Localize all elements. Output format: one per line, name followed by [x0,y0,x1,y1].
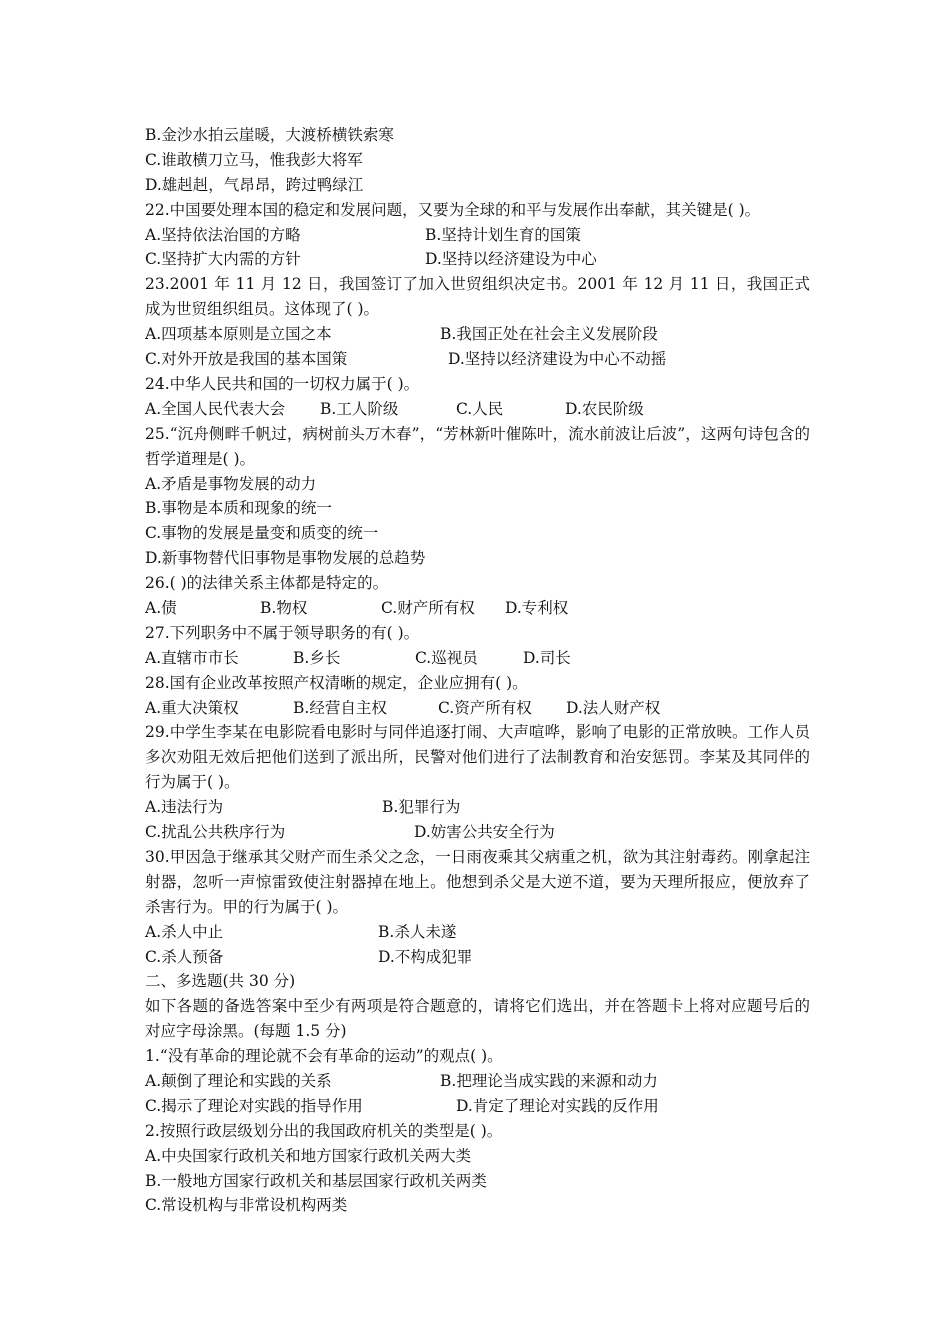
answer-option: A.直辖市市长 [145,648,239,667]
answer-option: C.对外开放是我国的基本国策 [145,350,348,369]
answer-option: A.全国人民代表大会 [145,399,286,418]
option-row [145,696,810,721]
answer-option: C.坚持扩大内需的方针 [145,250,301,269]
answer-option: A.债 [145,598,177,617]
answer-option: D.不构成犯罪 [378,947,473,966]
option-row [145,920,810,945]
answer-option: B.乡长 [293,648,341,667]
document-content [145,123,810,1218]
option-row [145,1094,810,1119]
option-row [145,247,810,272]
answer-option: C.扰乱公共秩序行为 [145,823,286,842]
option-row [145,596,810,621]
text-line: 29.中学生李某在电影院看电影时与同伴追逐打闹、大声喧哗，影响了电影的正常放映。工作人员多次劝阻无效后把他们送到了派出所，民警对他们进行了法制教育和治安惩罚。李某及其同伴的行为属于( )。 [145,723,810,792]
text-line: 30.甲因急于继承其父财产而生杀父之念，一日雨夜乘其父病重之机，欲为其注射毒药。刚拿起注射器，忽听一声惊雷致使注射器掉在地上。他想到杀父是大逆不道，要为天理所报应，便放弃了杀害行为。甲的行为属于( )。 [145,847,810,916]
text-line: D.雄赳赳，气昂昂，跨过鸭绿江 [145,175,364,194]
answer-option: B.杀人未遂 [378,922,457,941]
text-line: 23.2001 年 11 月 12 日，我国签订了加入世贸组织决定书。2001 年 12 月 11 日，我国正式成为世贸组织组员。这体现了( )。 [145,275,810,319]
option-row [145,795,810,820]
answer-option: B.物权 [260,598,308,617]
answer-option: D.法人财产权 [566,698,661,717]
option-row [145,223,810,248]
text-line: 2.按照行政层级划分出的我国政府机关的类型是( )。 [145,1121,503,1140]
text-line: 二、多选题(共 30 分) [145,972,296,991]
text-line: 22.中国要处理本国的稳定和发展问题，又要为全球的和平与发展作出奉献，其关键是( )。 [145,200,761,219]
text-line: A.矛盾是事物发展的动力 [145,474,317,493]
text-line: 25.“沉舟侧畔千帆过，病树前头万木春”，“芳林新叶催陈叶，流水前波让后波”，这两句诗包含的哲学道理是( )。 [145,424,810,468]
text-line: C.谁敢横刀立马，惟我彭大将军 [145,150,363,169]
answer-option: D.坚持以经济建设为中心 [425,250,597,269]
answer-option: B.工人阶级 [320,399,399,418]
text-line: 如下各题的备选答案中至少有两项是符合题意的，请将它们选出，并在答题卡上将对应题号后的对应字母涂黑。(每题 1.5 分) [145,997,810,1041]
option-row [145,1069,810,1094]
answer-option: D.司长 [523,648,571,667]
text-line: C.常设机构与非常设机构两类 [145,1196,348,1215]
answer-option: C.资产所有权 [438,698,532,717]
option-row [145,945,810,970]
answer-option: D.妨害公共安全行为 [414,823,555,842]
document-page [145,123,810,1218]
text-line: C.事物的发展是量变和质变的统一 [145,524,379,543]
answer-option: A.颠倒了理论和实践的关系 [145,1072,332,1091]
text-line: B.一般地方国家行政机关和基层国家行政机关两类 [145,1171,487,1190]
answer-option: C.人民 [456,399,504,418]
answer-option: B.犯罪行为 [382,798,461,817]
option-row [145,820,810,845]
answer-option: D.农民阶级 [565,399,644,418]
answer-option: A.坚持依法治国的方略 [145,225,301,244]
text-line: B.事物是本质和现象的统一 [145,499,332,518]
answer-option: D.专利权 [505,598,569,617]
option-row [145,397,810,422]
text-line: 28.国有企业改革按照产权清晰的规定，企业应拥有( )。 [145,673,528,692]
text-line: 27.下列职务中不属于领导职务的有( )。 [145,623,420,642]
answer-option: A.杀人中止 [145,922,224,941]
option-row [145,347,810,372]
option-row [145,322,810,347]
answer-option: A.违法行为 [145,798,224,817]
text-line: 26.( )的法律关系主体都是特定的。 [145,574,389,593]
text-line: 1.“没有革命的理论就不会有革命的运动”的观点( )。 [145,1047,503,1066]
answer-option: B.坚持计划生育的国策 [425,225,581,244]
answer-option: A.重大决策权 [145,698,239,717]
answer-option: B.我国正处在社会主义发展阶段 [440,325,658,344]
answer-option: B.把理论当成实践的来源和动力 [440,1072,658,1091]
answer-option: B.经营自主权 [293,698,387,717]
answer-option: C.财产所有权 [381,598,475,617]
text-line: B.金沙水拍云崖暖，大渡桥横铁索寒 [145,126,394,144]
text-line: D.新事物替代旧事物是事物发展的总趋势 [145,549,426,568]
answer-option: A.四项基本原则是立国之本 [145,325,332,344]
text-line: A.中央国家行政机关和地方国家行政机关两大类 [145,1146,472,1165]
answer-option: C.揭示了理论对实践的指导作用 [145,1096,363,1115]
text-line: 24.中华人民共和国的一切权力属于( )。 [145,374,420,393]
answer-option: C.巡视员 [415,648,478,667]
answer-option: C.杀人预备 [145,947,224,966]
option-row [145,646,810,671]
answer-option: D.肯定了理论对实践的反作用 [456,1096,659,1115]
answer-option: D.坚持以经济建设为中心不动摇 [448,350,667,369]
